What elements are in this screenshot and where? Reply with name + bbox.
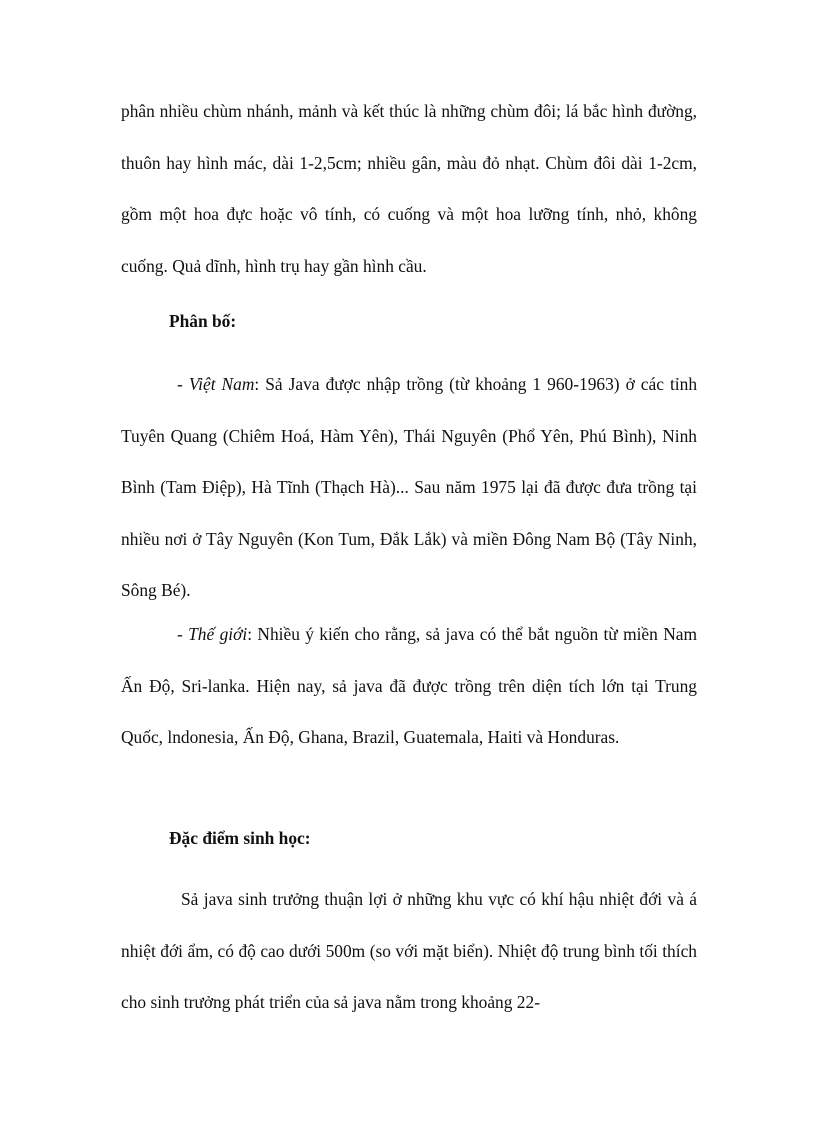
world-prefix: - — [177, 624, 189, 644]
description-paragraph: phân nhiều chùm nhánh, mảnh và kết thúc là những chùm đôi; lá bắc hình đường, thuôn hay hình mác, dài 1-2,5cm; nhiều gân, màu đỏ nhạt. Chùm đôi dài 1-2cm, gồm một hoa đực hoặc vô tính, có cuống và một hoa lưỡng tính, nhỏ, không cuống. Quả dĩnh, hình trụ hay gần hình cầu. — [121, 101, 697, 276]
vietnam-prefix: - — [177, 374, 189, 394]
vietnam-distribution-paragraph — [121, 359, 697, 617]
vietnam-label: Việt Nam — [188, 374, 255, 394]
biology-heading: Đặc điểm sinh học: — [169, 828, 311, 848]
biology-paragraph: Sả java sinh trưởng thuận lợi ở những khu vực có khí hậu nhiệt đới và á nhiệt đới ẩm, có độ cao dưới 500m (so với mặt biển). Nhiệt độ trung bình tối thích cho sinh trưởng phát triển của sả java nằm trong khoảng 22- — [121, 889, 697, 1013]
world-text: : Nhiều ý kiến cho rằng, sả java có thể bắt nguồn từ miền Nam Ấn Độ, Sri-lanka. Hiện nay, sả java đã được trồng trên diện tích lớn tại Trung Quốc, lndonesia, Ấn Độ, Ghana, Brazil, Guatemala, Haiti và Honduras. — [121, 624, 697, 748]
distribution-heading: Phân bố: — [169, 311, 237, 331]
world-label: Thế giới — [188, 624, 248, 644]
vietnam-text: : Sả Java được nhập trồng (từ khoảng 1 960-1963) ở các tỉnh Tuyên Quang (Chiêm Hoá, Hàm Yên), Thái Nguyên (Phổ Yên, Phú Bình), Ninh Bình (Tam Điệp), Hà Tĩnh (Thạch Hà)... Sau năm 1975 lại đã được đưa trồng tại nhiều nơi ở Tây Nguyên (Kon Tum, Đắk Lắk) và miền Đông Nam Bộ (Tây Ninh, Sông Bé). — [121, 374, 698, 601]
world-distribution-paragraph — [121, 609, 697, 764]
